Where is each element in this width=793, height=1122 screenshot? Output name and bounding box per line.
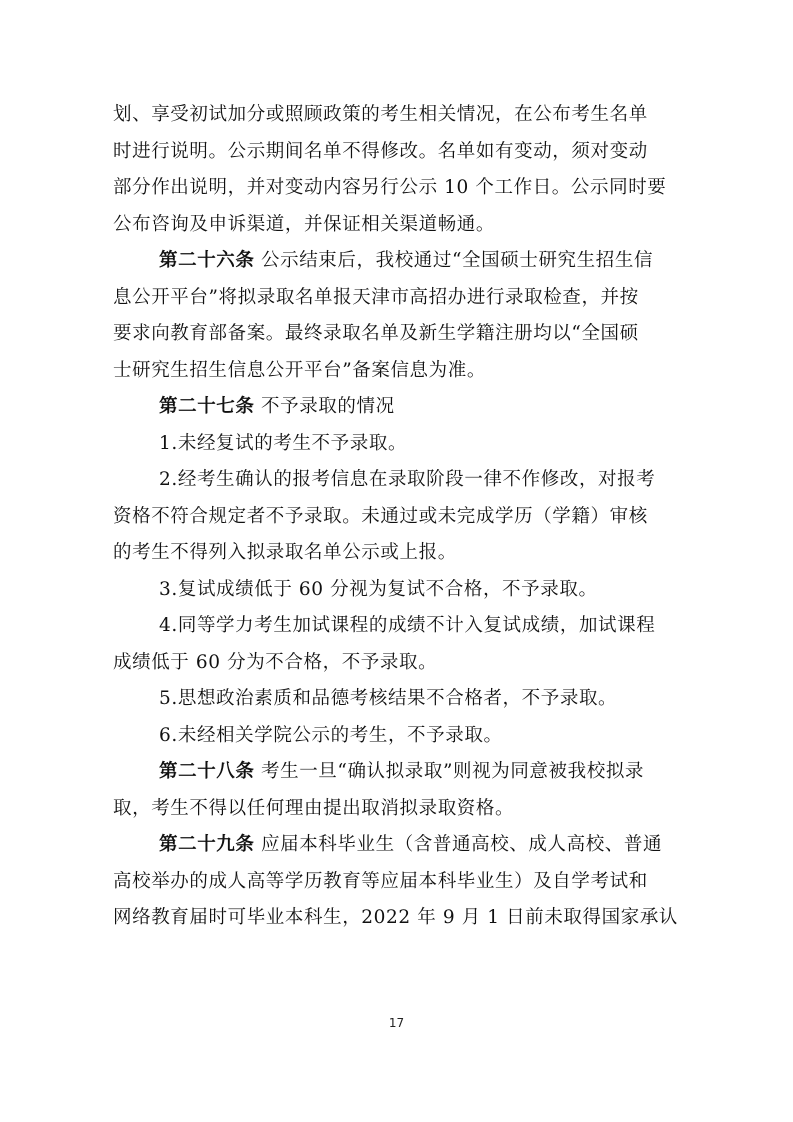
text-line: 部分作出说明，并对变动内容另行公示 10 个工作日。公示同时要: [113, 177, 667, 198]
text-line: 息公开平台”将拟录取名单报天津市高招办进行录取检查，并按: [113, 286, 639, 308]
text-line: 网络教育届时可毕业本科生，2022 年 9 月 1 日前未取得国家承认: [113, 907, 679, 928]
article-28-line: [113, 754, 683, 791]
article-heading: 第二十八条: [159, 761, 255, 782]
article-text: 考生一旦“确认拟录取”则视为同意被我校拟录: [261, 761, 645, 782]
list-item: 3.复试成绩低于 60 分视为复试不合格，不予录取。: [159, 578, 598, 600]
article-heading: 第二十七条: [159, 396, 255, 417]
article-heading: 第二十六条: [159, 250, 255, 271]
text-line: 取，考生不得以任何理由提出取消拟录取资格。: [113, 797, 515, 819]
text-line: 时进行说明。公示期间名单不得修改。名单如有变动，须对变动: [113, 140, 648, 162]
text-line: 的考生不得列入拟录取名单公示或上报。: [113, 542, 457, 563]
list-item: 4.同等学力考生加试课程的成绩不计入复试成绩，加试课程: [159, 615, 656, 636]
page-number: 17: [388, 1016, 405, 1030]
text-line: 划、享受初试加分或照顾政策的考生相关情况，在公布考生名单: [113, 104, 648, 125]
list-item: 5.思想政治素质和品德考核结果不合格者，不予录取。: [159, 688, 618, 709]
article-text: 不予录取的情况: [261, 396, 395, 417]
text-line: 公布咨询及申诉渠道，并保证相关渠道畅通。: [113, 213, 496, 235]
list-item: 2.经考生确认的报考信息在录取阶段一律不作修改，对报考: [159, 469, 656, 490]
text-line: 要求向教育部备案。最终录取名单及新生学籍注册均以“全国硕: [113, 323, 639, 344]
list-item: 1.未经复试的考生不予录取。: [159, 432, 408, 454]
article-heading: 第二十九条: [159, 834, 255, 855]
article-26-line: [113, 243, 683, 280]
text-line: 士研究生招生信息公开平台”备案信息为准。: [113, 359, 486, 381]
article-text: 公示结束后，我校通过“全国硕士研究生招生信: [261, 250, 654, 271]
article-text: 应届本科毕业生（含普通高校、成人高校、普通: [261, 834, 663, 855]
article-29-line: [113, 827, 683, 864]
text-line: 高校举办的成人高等学历教育等应届本科毕业生）及自学考试和: [113, 870, 648, 892]
text-line: 资格不符合规定者不予录取。未通过或未完成学历（学籍）审核: [113, 505, 648, 527]
document-body: [113, 97, 683, 937]
article-27-line: [113, 389, 683, 426]
text-line: 成绩低于 60 分为不合格，不予录取。: [113, 651, 438, 673]
list-item: 6.未经相关学院公示的考生，不予录取。: [159, 724, 503, 746]
